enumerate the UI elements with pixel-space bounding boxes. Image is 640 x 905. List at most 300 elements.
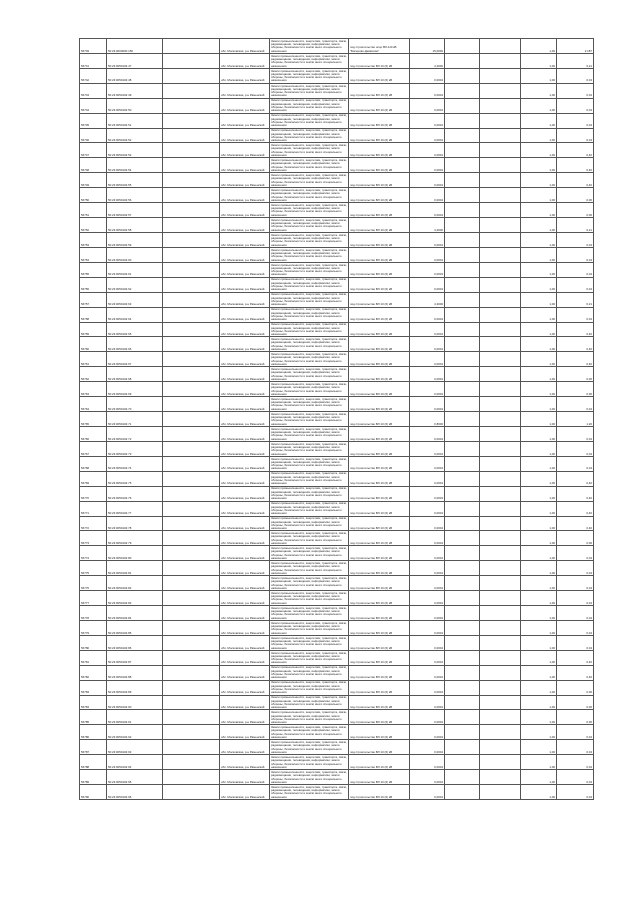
value-cell: 0,04 [557,307,594,322]
permitted-use-cell: под строительство опор ВЛ-110 кВ "Бисерово-Демихово" [349,39,410,54]
table-row [80,576,594,591]
empty-cell [163,770,220,785]
land-category-cell: Земли промышленности, энергетики, транспорта, связи, радиовещания, телевидения, информатики, земли обороны, безопасности и земли иного специального назначения [271,740,347,754]
table-row [80,665,594,680]
land-category-cell: Земли промышленности, энергетики, транспорта, связи, радиовещания, телевидения, информатики, земли обороны, безопасности и земли иного специального назначения [271,754,347,769]
land-category-cell: Земли промышленности, энергетики, транспорта, связи, радиовещания, телевидения, информатики, земли обороны, безопасности и земли иного специального назначения [271,501,347,516]
rate-cell: 1,00 [521,471,557,486]
empty-cell [480,635,521,650]
cadastral-number: 50:23:0050102:95 [107,770,163,785]
table-row [80,143,594,158]
cadastral-number: 50:23:0050102:64 [107,307,163,322]
empty-cell [163,292,220,307]
row-number: 56766 [80,426,107,441]
location-cell: обл. Московская, р-н Раменский [220,397,270,412]
area-cell: 0,0004 [410,665,445,680]
cadastral-number: 50:23:0000000:156 [107,39,163,54]
empty-cell [480,501,521,516]
table-row [80,382,594,397]
empty-cell [480,128,521,143]
area-cell: 0,0004 [410,725,445,740]
area-cell: 4,2000 [410,292,445,307]
area-cell: 0,0004 [410,441,445,456]
area-cell: 0,0004 [410,591,445,606]
permitted-use-cell: под строительство ВЛ 10 (6) кВ [349,770,410,785]
location-cell: обл. Московская, р-н Раменский [220,98,270,113]
empty-cell [163,456,220,471]
table-row [80,471,594,486]
value-cell: 6,21 [557,53,594,68]
location-cell: обл. Московская, р-н Раменский [220,143,270,158]
row-number: 56781 [80,650,107,665]
row-number: 56770 [80,486,107,501]
value-cell: 0,04 [557,113,594,128]
permitted-use-cell: под строительство ВЛ 10 (6) кВ [349,367,410,382]
rate-cell: 1,00 [521,307,557,322]
location-cell: обл. Московская, р-н Раменский [220,486,270,501]
cadastral-number: 50:23:0050102:51 [107,113,163,128]
value-cell: 0,04 [557,576,594,591]
location-cell: обл. Московская, р-н Раменский [220,337,270,352]
value-cell: 0,40 [557,158,594,173]
table-row [80,39,594,54]
empty-cell [480,725,521,740]
rate-cell: 1,00 [521,516,557,531]
area-cell: 0,0004 [410,382,445,397]
area-cell: 0,0004 [410,277,445,292]
cadastral-number: 50:23:0050102:69 [107,382,163,397]
area-cell: 0,8000 [410,412,445,427]
row-number: 56771 [80,501,107,516]
empty-cell [480,620,521,635]
permitted-use-cell: под строительство ВЛ 10 (6) кВ [349,710,410,725]
area-cell: 0,0004 [410,740,445,755]
permitted-use-cell: под строительство ВЛ 10 (6) кВ [349,83,410,98]
area-cell: 0,0004 [410,352,445,367]
cadastral-number: 50:23:0050102:89 [107,680,163,695]
empty-cell [445,785,480,800]
permitted-use-cell: под строительство ВЛ 10 (6) кВ [349,725,410,740]
location-cell: обл. Московская, р-н Раменский [220,456,270,471]
land-category-cell: Земли промышленности, энергетики, транспорта, связи, радиовещания, телевидения, информатики, земли обороны, безопасности и земли иного специального назначения [271,262,347,277]
empty-cell [445,665,480,680]
table-row [80,262,594,277]
value-cell: 0,04 [557,740,594,755]
rate-cell: 1,00 [521,770,557,785]
row-number: 56752 [80,218,107,233]
table-body [80,39,594,800]
empty-cell [445,725,480,740]
area-cell: 0,0004 [410,337,445,352]
permitted-use-cell: под строительство ВЛ 10 (6) кВ [349,501,410,516]
area-cell: 0,0004 [410,397,445,412]
empty-cell [480,173,521,188]
area-cell: 0,0004 [410,695,445,710]
empty-cell [445,83,480,98]
empty-cell [480,650,521,665]
empty-cell [480,68,521,83]
table-row [80,695,594,710]
empty-cell [163,531,220,546]
row-number: 56753 [80,232,107,247]
permitted-use-cell: под строительство ВЛ 10 (6) кВ [349,695,410,710]
empty-cell [445,531,480,546]
table-row [80,456,594,471]
empty-cell [445,39,480,54]
land-category-cell: Земли промышленности, энергетики, транспорта, связи, радиовещания, телевидения, информатики, земли обороны, безопасности и земли иного специального назначения [271,620,347,635]
area-cell: 0,0004 [410,158,445,173]
empty-cell [163,680,220,695]
empty-cell [480,307,521,322]
permitted-use-cell: под строительство ВЛ 10 (6) кВ [349,262,410,277]
table-row [80,218,594,233]
empty-cell [163,620,220,635]
rate-cell: 1,00 [521,113,557,128]
land-category-cell: Земли промышленности, энергетики, транспорта, связи, радиовещания, телевидения, информатики, земли обороны, безопасности и земли иного специального назначения [271,217,347,232]
empty-cell [445,516,480,531]
empty-cell [480,188,521,203]
location-cell: обл. Московская, р-н Раменский [220,620,270,635]
empty-cell [445,576,480,591]
empty-cell [445,262,480,277]
rate-cell: 1,00 [521,441,557,456]
rate-cell: 1,00 [521,397,557,412]
rate-cell: 1,00 [521,456,557,471]
rate-cell: 1,00 [521,710,557,725]
table-row [80,292,594,307]
area-cell: 15,0000 [410,39,445,54]
empty-cell [163,695,220,710]
table-row [80,501,594,516]
land-category-cell: Земли промышленности, энергетики, транспорта, связи, радиовещания, телевидения, информатики, земли обороны, безопасности и земли иного специального назначения [271,158,347,172]
empty-cell [480,680,521,695]
permitted-use-cell: под строительство ВЛ 10 (6) кВ [349,740,410,755]
rate-cell: 1,00 [521,247,557,262]
empty-cell [445,53,480,68]
cadastral-number: 50:23:0050102:80 [107,546,163,561]
value-cell: 0,06 [557,382,594,397]
value-cell: 0,40 [557,516,594,531]
location-cell: обл. Московская, р-н Раменский [220,292,270,307]
rate-cell: 1,00 [521,546,557,561]
empty-cell [163,113,220,128]
value-cell: 0,04 [557,606,594,621]
area-cell: 0,0004 [410,471,445,486]
empty-cell [480,218,521,233]
table-row [80,516,594,531]
row-number: 56777 [80,591,107,606]
land-category-cell: Земли промышленности, энергетики, транспорта, связи, радиовещания, телевидения, информатики, земли обороны, безопасности и земли иного специального назначения [271,605,347,620]
empty-cell [163,262,220,277]
row-number: 56787 [80,740,107,755]
cadastral-number: 50:23:0050102:92 [107,725,163,740]
permitted-use-cell: под строительство ВЛ 10 (6) кВ [349,352,410,367]
rate-cell: 1,00 [521,367,557,382]
empty-cell [445,352,480,367]
permitted-use-cell: под строительство ВЛ 10 (6) кВ [349,471,410,486]
empty-cell [480,710,521,725]
row-number: 56764 [80,397,107,412]
location-cell: обл. Московская, р-н Раменский [220,606,270,621]
land-category-cell: Земли промышленности, энергетики, транспорта, связи, радиовещания, телевидения, информатики, земли обороны, безопасности и земли иного специального назначения [271,426,347,441]
value-cell: 0,40 [557,486,594,501]
permitted-use-cell: под строительство ВЛ 10 (6) кВ [349,456,410,471]
location-cell: обл. Московская, р-н Раменский [220,516,270,531]
area-cell: 0,0004 [410,426,445,441]
empty-cell [445,322,480,337]
value-cell: 0,04 [557,426,594,441]
value-cell: 0,04 [557,591,594,606]
empty-cell [480,382,521,397]
cadastral-number: 50:23:0050102:48 [107,68,163,83]
cadastral-number: 50:23:0050102:70 [107,397,163,412]
permitted-use-cell: под строительство ВЛ 10 (6) кВ [349,785,410,800]
location-cell: обл. Московская, р-н Раменский [220,173,270,188]
row-number: 56754 [80,247,107,262]
location-cell: обл. Московская, р-н Раменский [220,531,270,546]
land-category-cell: Земли промышленности, энергетики, транспорта, связи, радиовещания, телевидения, информатики, земли обороны, безопасности и земли иного специального назначения [271,38,347,53]
table-row [80,188,594,203]
empty-cell [480,591,521,606]
table-row [80,770,594,785]
location-cell: обл. Московская, р-н Раменский [220,710,270,725]
empty-cell [163,352,220,367]
land-category-cell: Земли промышленности, энергетики, транспорта, связи, радиовещания, телевидения, информатики, земли обороны, безопасности и земли иного специального назначения [271,307,347,322]
rate-cell: 1,00 [521,143,557,158]
cadastral-number: 50:23:0050102:57 [107,203,163,218]
empty-cell [445,382,480,397]
land-category-cell: Земли промышленности, энергетики, транспорта, связи, радиовещания, телевидения, информатики, земли обороны, безопасности и земли иного специального назначения [271,337,347,352]
area-cell: 0,0004 [410,635,445,650]
area-cell: 0,0004 [410,680,445,695]
row-number: 56776 [80,576,107,591]
value-cell: 0,40 [557,173,594,188]
land-category-cell: Земли промышленности, энергетики, транспорта, связи, радиовещания, телевидения, информатики, земли обороны, безопасности и земли иного специального назначения [271,277,347,292]
empty-cell [480,785,521,800]
empty-cell [445,441,480,456]
empty-cell [163,561,220,576]
empty-cell [480,337,521,352]
permitted-use-cell: под строительство ВЛ 10 (6) кВ [349,53,410,68]
permitted-use-cell: под строительство ВЛ 10 (6) кВ [349,561,410,576]
cadastral-number: 50:23:0050102:76 [107,486,163,501]
location-cell: обл. Московская, р-н Раменский [220,232,270,247]
empty-cell [163,412,220,427]
area-cell: 0,0004 [410,203,445,218]
rate-cell: 1,00 [521,725,557,740]
permitted-use-cell: под строительство ВЛ 10 (6) кВ [349,426,410,441]
empty-cell [480,770,521,785]
rate-cell: 1,00 [521,337,557,352]
empty-cell [445,128,480,143]
rate-cell: 1,00 [521,218,557,233]
empty-cell [480,441,521,456]
permitted-use-cell: под строительство ВЛ 10 (6) кВ [349,98,410,113]
location-cell: обл. Московская, р-н Раменский [220,262,270,277]
location-cell: обл. Московская, р-н Раменский [220,53,270,68]
table-row [80,247,594,262]
value-cell: 6,21 [557,292,594,307]
table-row [80,620,594,635]
location-cell: обл. Московская, р-н Раменский [220,307,270,322]
empty-cell [163,337,220,352]
area-cell: 0,0004 [410,710,445,725]
cadastral-number: 50:23:0050102:65 [107,322,163,337]
empty-cell [445,710,480,725]
table-row [80,412,594,427]
table-row [80,98,594,113]
rate-cell: 1,00 [521,591,557,606]
cadastral-number: 50:23:0050102:71 [107,412,163,427]
cadastral-number: 50:23:0050102:67 [107,352,163,367]
value-cell: 0,06 [557,188,594,203]
rate-cell: 1,00 [521,486,557,501]
rate-cell: 1,00 [521,188,557,203]
value-cell: 0,40 [557,665,594,680]
value-cell: 0,04 [557,725,594,740]
empty-cell [445,650,480,665]
value-cell: 0,04 [557,456,594,471]
empty-cell [445,471,480,486]
land-category-cell: Земли промышленности, энергетики, транспорта, связи, радиовещания, телевидения, информатики, земли обороны, безопасности и земли иного специального назначения [271,725,347,740]
land-category-cell: Земли промышленности, энергетики, транспорта, связи, радиовещания, телевидения, информатики, земли обороны, безопасности и земли иного специального назначения [271,486,347,501]
area-cell: 0,0004 [410,486,445,501]
row-number: 56748 [80,158,107,173]
land-category-cell: Земли промышленности, энергетики, транспорта, связи, радиовещания, телевидения, информатики, земли обороны, безопасности и земли иного специального назначения [271,98,347,113]
land-category-cell: Земли промышленности, энергетики, транспорта, связи, радиовещания, телевидения, информатики, земли обороны, безопасности и земли иного специального назначения [271,128,347,143]
empty-cell [163,232,220,247]
location-cell: обл. Московская, р-н Раменский [220,755,270,770]
land-category-cell: Земли промышленности, энергетики, транспорта, связи, радиовещания, телевидения, информатики, земли обороны, безопасности и земли иного специального назначения [271,53,347,68]
row-number: 56760 [80,337,107,352]
empty-cell [480,755,521,770]
row-number: 56762 [80,367,107,382]
table-row [80,232,594,247]
land-category-cell: Земли промышленности, энергетики, транспорта, связи, радиовещания, телевидения, информатики, земли обороны, безопасности и земли иного специального назначения [271,650,347,665]
empty-cell [163,203,220,218]
empty-cell [163,218,220,233]
empty-cell [445,620,480,635]
empty-cell [445,307,480,322]
empty-cell [163,39,220,54]
empty-cell [480,426,521,441]
empty-cell [163,367,220,382]
table-row [80,397,594,412]
land-category-cell: Земли промышленности, энергетики, транспорта, связи, радиовещания, телевидения, информатики, земли обороны, безопасности и земли иного специального назначения [271,784,347,799]
cadastral-number: 50:23:0050102:88 [107,665,163,680]
table-row [80,725,594,740]
empty-cell [163,68,220,83]
row-number: 56759 [80,322,107,337]
permitted-use-cell: под строительство ВЛ 10 (6) кВ [349,576,410,591]
area-cell: 0,0004 [410,322,445,337]
area-cell: 0,0004 [410,367,445,382]
area-cell: 0,0004 [410,755,445,770]
row-number: 56789 [80,770,107,785]
permitted-use-cell: под строительство ВЛ 10 (6) кВ [349,665,410,680]
row-number: 56749 [80,39,107,54]
land-category-cell: Земли промышленности, энергетики, транспорта, связи, радиовещания, телевидения, информатики, земли обороны, безопасности и земли иного специального назначения [271,232,347,247]
permitted-use-cell: под строительство ВЛ 10 (6) кВ [349,441,410,456]
cadastral-number: 50:23:0050102:63 [107,292,163,307]
location-cell: обл. Московская, р-н Раменский [220,725,270,740]
empty-cell [480,516,521,531]
permitted-use-cell: под строительство ВЛ 10 (6) кВ [349,755,410,770]
permitted-use-cell: под строительство ВЛ 10 (6) кВ [349,292,410,307]
area-cell: 0,0004 [410,785,445,800]
land-register-table [79,38,594,800]
empty-cell [480,352,521,367]
row-number: 56785 [80,710,107,725]
cadastral-number: 50:23:0050102:83 [107,591,163,606]
empty-cell [445,456,480,471]
cadastral-number: 50:23:0050102:77 [107,501,163,516]
empty-cell [480,247,521,262]
value-cell: 0,40 [557,337,594,352]
value-cell: 0,04 [557,262,594,277]
permitted-use-cell: под строительство ВЛ 10 (6) кВ [349,307,410,322]
empty-cell [445,486,480,501]
rate-cell: 1,00 [521,382,557,397]
area-cell: 0,0004 [410,83,445,98]
location-cell: обл. Московская, р-н Раменский [220,471,270,486]
rate-cell: 1,00 [521,173,557,188]
empty-cell [163,128,220,143]
empty-cell [163,740,220,755]
value-cell: 0,04 [557,546,594,561]
table-row [80,785,594,800]
land-category-cell: Земли промышленности, энергетики, транспорта, связи, радиовещания, телевидения, информатики, земли обороны, безопасности и земли иного специального назначения [271,546,347,560]
cadastral-number: 50:23:0050102:75 [107,471,163,486]
table-row [80,203,594,218]
land-category-cell: Земли промышленности, энергетики, транспорта, связи, радиовещания, телевидения, информатики, земли обороны, безопасности и земли иного специального назначения [271,695,347,710]
cadastral-number: 50:23:0050102:82 [107,576,163,591]
land-category-cell: Земли промышленности, энергетики, транспорта, связи, радиовещания, телевидения, информатики, земли обороны, безопасности и земли иного специального назначения [271,68,347,83]
location-cell: обл. Московская, р-н Раменский [220,412,270,427]
empty-cell [480,695,521,710]
row-number: 56761 [80,352,107,367]
rate-cell: 1,00 [521,203,557,218]
row-number: 56784 [80,695,107,710]
area-cell: 0,0004 [410,546,445,561]
permitted-use-cell: под строительство ВЛ 10 (6) кВ [349,128,410,143]
area-cell: 0,0004 [410,576,445,591]
empty-cell [480,158,521,173]
land-category-cell: Земли промышленности, энергетики, транспорта, связи, радиовещания, телевидения, информатики, земли обороны, безопасности и земли иного специального назначения [271,680,347,695]
empty-cell [445,755,480,770]
empty-cell [163,606,220,621]
location-cell: обл. Московская, р-н Раменский [220,441,270,456]
row-number: 56744 [80,98,107,113]
land-category-cell: Земли промышленности, энергетики, транспорта, связи, радиовещания, телевидения, информатики, земли обороны, безопасности и земли иного специального назначения [271,441,347,456]
row-number: 56790 [80,785,107,800]
table-row [80,158,594,173]
rate-cell: 1,00 [521,620,557,635]
rate-cell: 1,00 [521,68,557,83]
table-row [80,710,594,725]
permitted-use-cell: под строительство ВЛ 10 (6) кВ [349,606,410,621]
location-cell: обл. Московская, р-н Раменский [220,785,270,800]
cadastral-number: 50:23:0050102:84 [107,606,163,621]
empty-cell [163,158,220,173]
empty-cell [480,486,521,501]
empty-cell [163,382,220,397]
location-cell: обл. Московская, р-н Раменский [220,501,270,516]
land-category-cell: Земли промышленности, энергетики, транспорта, связи, радиовещания, телевидения, информатики, земли обороны, безопасности и земли иного специального назначения [271,456,347,471]
row-number: 56768 [80,456,107,471]
row-number: 56773 [80,531,107,546]
rate-cell: 1,00 [521,680,557,695]
